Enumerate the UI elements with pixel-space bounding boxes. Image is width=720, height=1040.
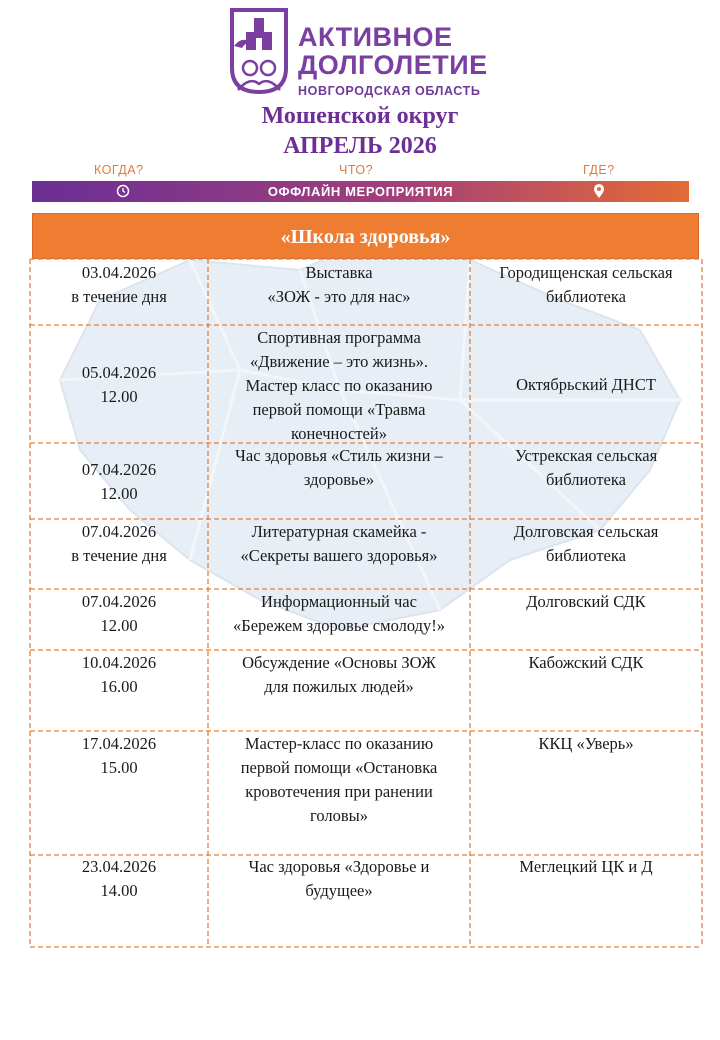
event-what-line: Час здоровья «Здоровье и [248,857,430,876]
event-what-line: для пожилых людей» [264,677,414,696]
event-time: 14.00 [100,881,138,900]
event-date-cell [30,361,208,409]
offline-events-banner [32,181,689,202]
event-what-cell [208,855,470,903]
event-what-line: Литературная скамейка - [251,522,427,541]
event-what-cell [208,590,470,638]
event-what-line: первой помощи «Остановка [240,758,438,777]
event-where-cell [470,732,702,756]
event-time: в течение дня [71,546,167,565]
event-date-cell [30,855,208,903]
event-date-cell [30,261,208,309]
event-what-cell [208,651,470,699]
event-what-line: первой помощи «Травма [252,400,426,419]
event-what-line: «Движение – это жизнь». [249,352,429,371]
event-time: 12.00 [100,484,138,503]
event-what-cell [208,520,470,568]
event-where-line: Устрекская сельская [514,446,658,465]
event-date-cell [30,458,208,506]
event-what-line: Спортивная программа [257,328,421,347]
event-date: 23.04.2026 [81,857,157,876]
location-pin-icon [593,183,605,199]
event-where-cell [470,651,702,675]
event-date: 03.04.2026 [81,263,157,282]
event-what-cell [208,444,470,492]
event-what-line: здоровье» [303,470,375,489]
event-what-cell [208,732,470,828]
event-where-line: библиотека [546,470,626,489]
event-time: 16.00 [100,677,138,696]
event-date: 17.04.2026 [81,734,157,753]
event-what-line: будущее» [305,881,373,900]
logo-emblem-icon [228,8,290,94]
event-where-line: библиотека [546,546,626,565]
event-what-cell [208,261,470,309]
event-where-line: Городищенская сельская [499,263,673,282]
logo-title-line2: ДОЛГОЛЕТИЕ [298,50,488,80]
event-date-cell [30,732,208,780]
event-where-line: Кабожский СДК [528,653,644,672]
event-date-cell [30,520,208,568]
event-where-line: Долговская сельская [513,522,659,541]
logo-title-line1: АКТИВНОЕ [298,22,453,52]
event-where-line: Меглецкий ЦК и Д [519,857,653,876]
event-what-line: Обсуждение «Основы ЗОЖ [242,653,436,672]
event-where-cell [470,444,702,492]
event-what-line: головы» [310,806,368,825]
event-what-line: «Бережем здоровье смолоду!» [232,616,446,635]
section-header [32,213,699,259]
event-where-cell [470,590,702,614]
logo [228,8,508,96]
event-what-cell [208,326,470,446]
when-label: КОГДА? [94,163,144,177]
event-what-line: конечностей» [291,424,387,443]
event-where-cell [470,261,702,309]
event-date-cell [30,590,208,638]
banner-text: ОФФЛАЙН МЕРОПРИЯТИЯ [267,184,454,199]
event-where-cell [470,520,702,568]
event-what-line: кровотечения при ранении [245,782,433,801]
event-what-line: Мастер-класс по оказанию [244,734,434,753]
district-title: Мошенской округ [261,103,459,129]
section-title: «Школа здоровья» [280,226,451,248]
event-what-line: «Секреты вашего здоровья» [240,546,438,565]
event-where-line: Октябрьский ДНСТ [516,375,656,394]
event-date: 10.04.2026 [81,653,157,672]
event-date: 05.04.2026 [81,363,157,382]
event-date: 07.04.2026 [81,522,157,541]
month-title: АПРЕЛЬ 2026 [283,133,437,159]
event-time: 12.00 [100,616,138,635]
event-where-line: библиотека [546,287,626,306]
event-time: 12.00 [100,387,138,406]
event-date: 07.04.2026 [81,460,157,479]
event-where-cell [470,373,702,397]
event-where-line: ККЦ «Уверь» [538,734,634,753]
event-what-line: Час здоровья «Стиль жизни – [235,446,443,465]
event-date-cell [30,651,208,699]
where-label: ГДЕ? [583,163,615,177]
logo-subtitle: НОВГОРОДСКАЯ ОБЛАСТЬ [298,84,481,98]
event-time: 15.00 [100,758,138,777]
what-label: ЧТО? [339,163,374,177]
event-what-line: «ЗОЖ - это для нас» [267,287,411,306]
event-what-line: Информационный час [261,592,417,611]
event-where-cell [470,855,702,879]
event-where-line: Долговский СДК [526,592,646,611]
event-time: в течение дня [71,287,167,306]
event-what-line: Выставка [305,263,373,282]
event-what-line: Мастер класс по оказанию [245,376,433,395]
event-date: 07.04.2026 [81,592,157,611]
